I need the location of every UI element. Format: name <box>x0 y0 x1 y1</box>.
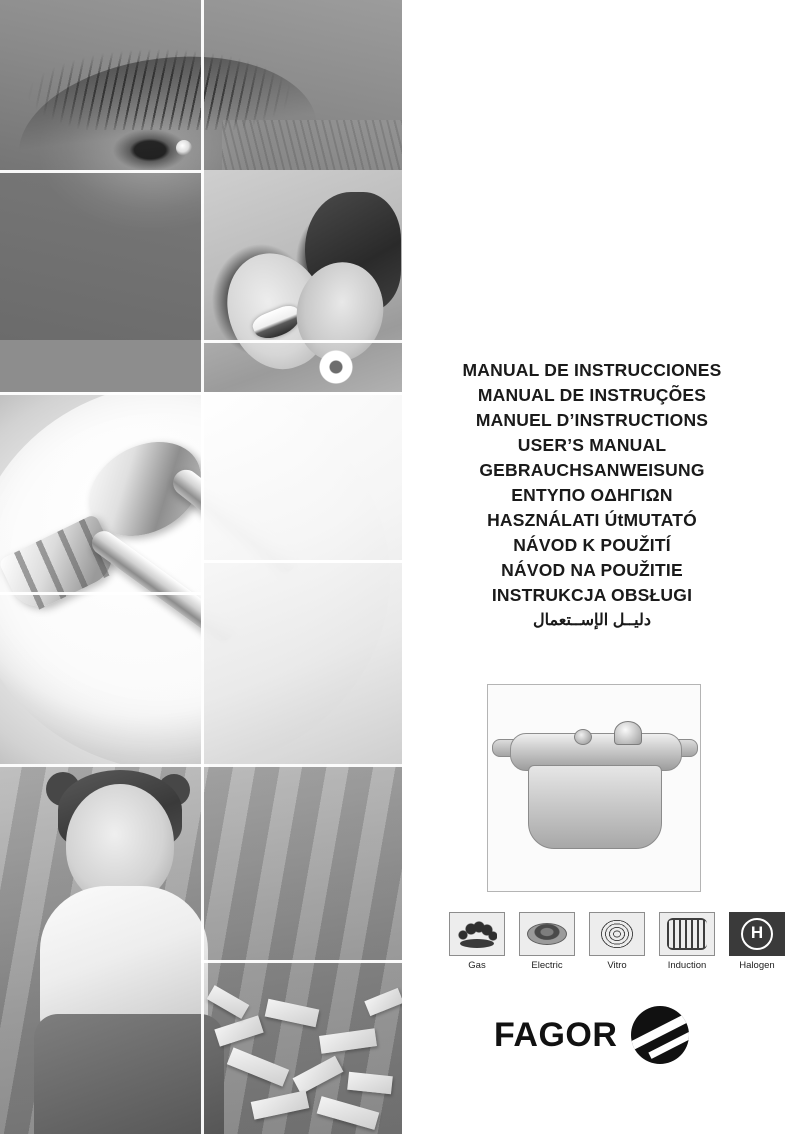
manual-title-ar: دليــل الإســتعمال <box>532 612 652 629</box>
brand-logo <box>494 1006 689 1064</box>
toy-block <box>251 1090 310 1119</box>
manual-title-en: USER’S MANUAL <box>517 435 667 455</box>
toy-block <box>227 1047 289 1086</box>
daisy-flower-shape <box>319 350 353 384</box>
eyelashes-shape <box>10 10 340 130</box>
manual-title-pl: INSTRUKCJA OBSŁUGI <box>491 585 693 605</box>
electric-plate-icon <box>519 912 575 956</box>
vitro-rings-shape <box>600 919 634 949</box>
heat-source-induction <box>656 912 718 971</box>
heat-source-icons-row <box>446 912 788 971</box>
product-image-box <box>487 684 701 892</box>
heat-source-label: Vitro <box>607 960 627 971</box>
toy-block <box>319 1028 377 1054</box>
heat-source-label: Induction <box>667 960 707 971</box>
manual-title-hu: HASZNÁLATI ÚtMUTATÓ <box>487 510 697 530</box>
heat-source-label: Electric <box>531 960 563 971</box>
heat-source-electric <box>516 912 578 971</box>
manual-title-es: MANUAL DE INSTRUCCIONES <box>462 360 722 380</box>
collage-grid-line-vertical <box>201 0 204 1134</box>
child-jeans-shape <box>34 1014 224 1134</box>
toy-blocks-group <box>208 988 402 1134</box>
brand-wordmark: FAGOR <box>494 1015 618 1054</box>
halogen-letter: H <box>741 918 773 950</box>
cover-content-column <box>402 0 802 1134</box>
manual-title-sk: NÁVOD NA POUŽITIE <box>501 560 683 580</box>
collage-grid-line-horizontal <box>0 392 402 395</box>
manual-title-block <box>402 358 782 634</box>
collage-grid-line-horizontal <box>0 592 201 595</box>
toy-block <box>214 1015 263 1046</box>
collage-grid-line-horizontal <box>201 560 402 563</box>
toy-block <box>293 1056 344 1094</box>
heat-source-label: Gas <box>468 960 486 971</box>
manual-title-de: GEBRAUCHSANWEISUNG <box>479 460 705 480</box>
heat-source-gas <box>446 912 508 971</box>
manual-title-cs: NÁVOD K POUŽITÍ <box>513 535 671 555</box>
eye-highlight <box>176 140 192 156</box>
toy-block <box>317 1096 380 1130</box>
induction-coil-shape <box>667 918 707 950</box>
vitroceramic-icon <box>589 912 645 956</box>
toy-block <box>207 985 250 1019</box>
pressure-cooker-valve-icon <box>614 721 642 745</box>
electric-plate-shape <box>527 923 567 945</box>
manual-title-fr: MANUEL D’INSTRUCTIONS <box>475 410 709 430</box>
collage-grid-line-horizontal <box>0 764 402 767</box>
manual-title-pt: MANUAL DE INSTRUÇÕES <box>477 385 707 405</box>
halogen-icon <box>729 912 785 956</box>
collage-grid-line-horizontal <box>0 170 201 173</box>
photo-bright-panel <box>201 392 402 764</box>
fagor-logo-icon <box>631 1006 689 1064</box>
toy-block <box>364 988 402 1016</box>
pressure-cooker-body <box>528 765 662 849</box>
heat-source-vitro <box>586 912 648 971</box>
heat-source-label: Halogen <box>739 960 775 971</box>
pressure-cooker-knob-icon <box>574 729 592 745</box>
toy-block <box>347 1072 393 1095</box>
gas-burner-base-shape <box>460 939 494 948</box>
heat-source-halogen <box>726 912 788 971</box>
collage-grid-line-horizontal <box>201 340 402 343</box>
induction-coil-icon <box>659 912 715 956</box>
gas-burner-icon <box>449 912 505 956</box>
toy-block <box>265 999 320 1027</box>
collage-grid-line-horizontal <box>201 960 402 963</box>
manual-title-el: ENTYΠO OΔHΓIΩN <box>511 485 673 505</box>
